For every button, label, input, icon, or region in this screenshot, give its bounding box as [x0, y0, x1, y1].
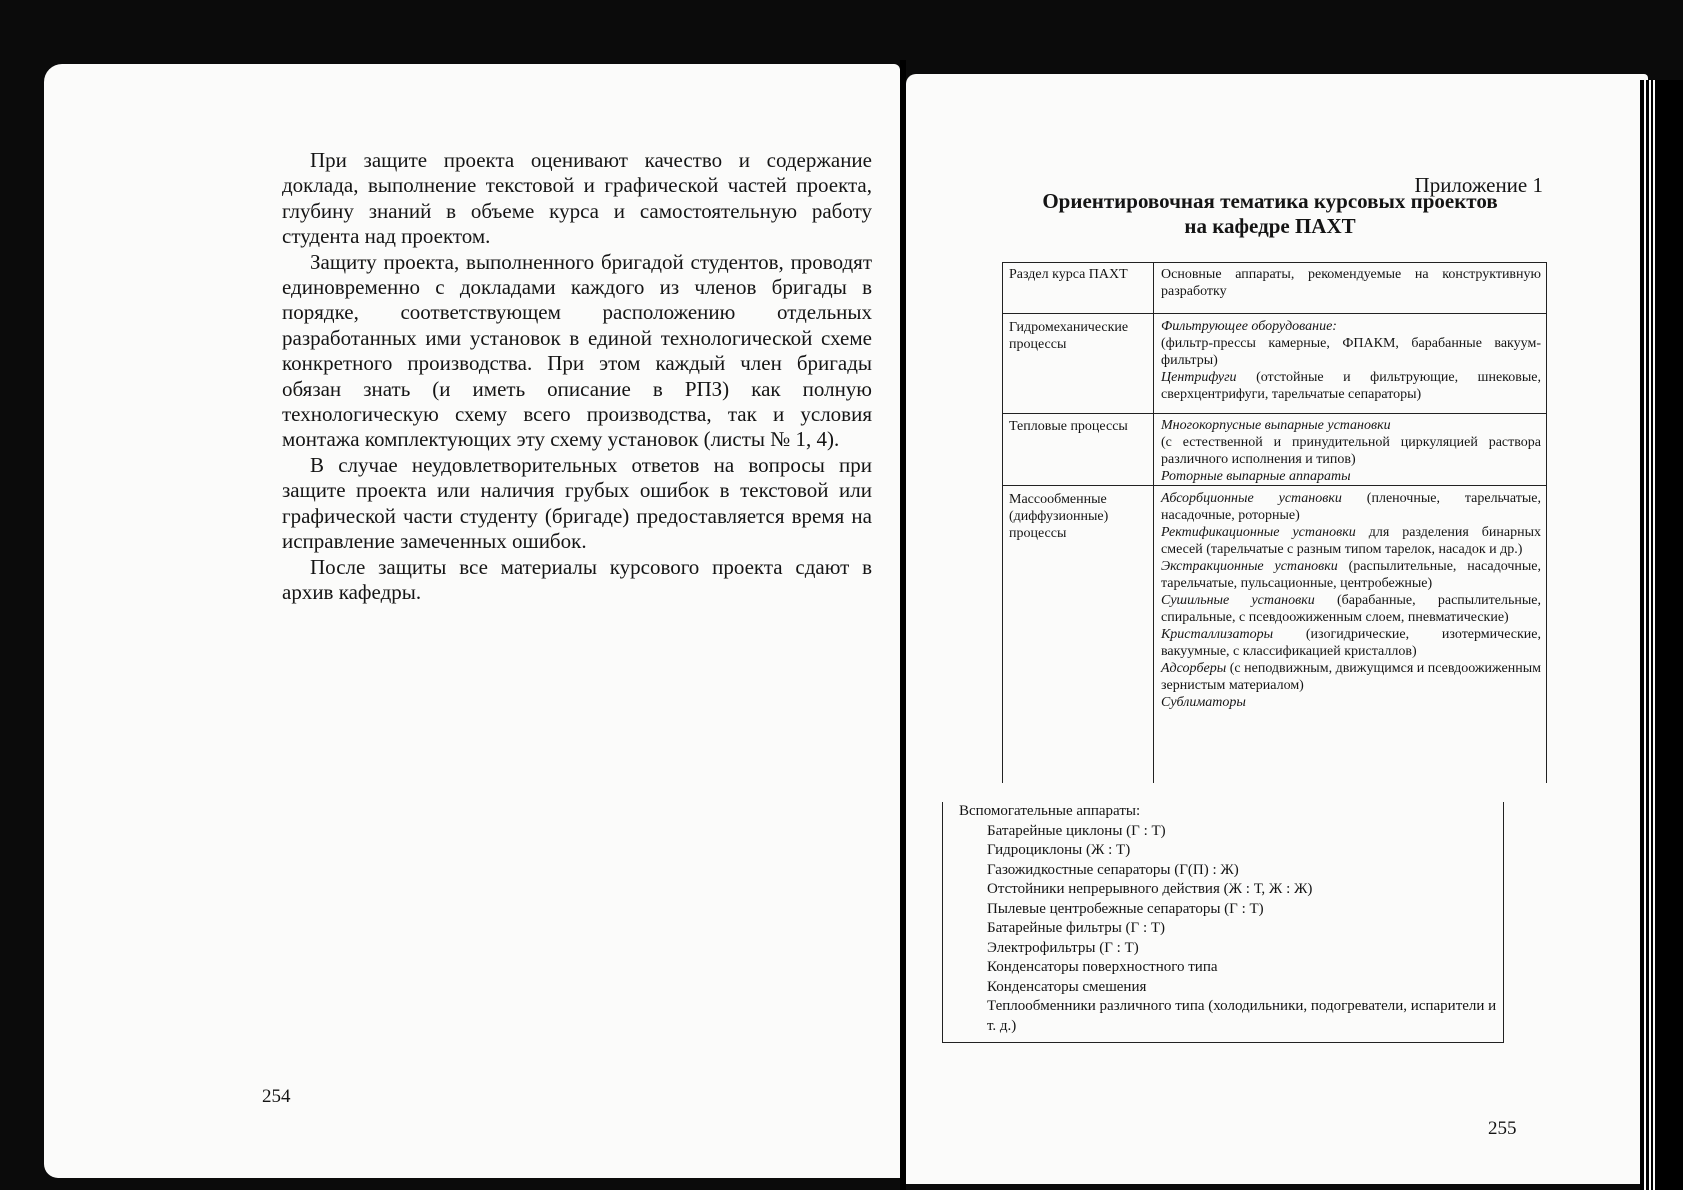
- apparatus-entry: Роторные выпарные аппараты: [1161, 469, 1351, 484]
- auxiliary-item: Отстойники непрерывного действия (Ж : Т, Ж : Ж): [987, 881, 1313, 897]
- auxiliary-item: Батарейные фильтры (Г : Т): [987, 920, 1166, 936]
- apparatus-entry: Экстракционные установки (распылительные, насадочные, тарельчатые, пульсационные, центробежные): [1161, 559, 1541, 591]
- auxiliary-item: Теплообменники различного типа (холодильники, подогреватели, испарители и т. д.): [987, 998, 1497, 1034]
- column-divider: [1153, 263, 1154, 783]
- page-number-left: 254: [262, 1086, 291, 1107]
- apparatus-entry: Сублиматоры: [1161, 695, 1246, 710]
- auxiliary-apparatus-block: [942, 802, 1504, 1043]
- paragraph: При защите проекта оценивают качество и содержание доклада, выполнение текстовой и графической частей проекта, глубину знаний в объеме курса и самостоятельную работу студента над проектом.: [282, 148, 872, 249]
- auxiliary-item: Конденсаторы поверхностного типа: [987, 959, 1218, 975]
- auxiliary-item: Конденсаторы смешения: [987, 978, 1147, 995]
- apparatus-cell: [1161, 490, 1541, 711]
- section-cell: Тепловые процессы: [1009, 419, 1128, 434]
- apparatus-entry: Кристаллизаторы (изогидрические, изотермические, вакуумные, с классификацией кристаллов): [1161, 627, 1541, 659]
- page-title: [990, 189, 1550, 239]
- apparatus-entry: Центрифуги (отстойные и фильтрующие, шнековые, сверхцентрифуги, тарельчатые сепараторы): [1161, 370, 1541, 402]
- auxiliary-item: Батарейные циклоны (Г : Т): [987, 822, 1166, 839]
- paragraph: В случае неудовлетворительных ответов на вопросы при защите проекта или наличия грубых ошибок в текстовой или графической части студенту (бригаде) предоставляется время на исправление замеченных ошибок.: [282, 452, 872, 554]
- apparatus-entry: Абсорбционные установки (пленочные, тарельчатые, насадочные, роторные): [1161, 491, 1542, 523]
- title-line-1: Ориентировочная тематика курсовых проектов: [1042, 189, 1498, 213]
- auxiliary-item: Пылевые центробежные сепараторы (Г : Т): [987, 900, 1264, 917]
- book-gutter: [900, 60, 906, 1190]
- row-divider: [1003, 413, 1546, 414]
- paragraph: Защиту проекта, выполненного бригадой студентов, проводят единовременно с докладами каждого из членов бригады в порядке, соответствующем расположению отдельных разработанных ими установок в единой технологической схеме конкретного производства. При этом каждый член бригады обязан знать (и иметь описание в РПЗ) как полную технологическую схему всего производства, так и условия монтажа комплектующих эту схему установок (листы № 1, 4).: [282, 249, 872, 452]
- auxiliary-item: Газожидкостные сепараторы (Г(П) : Ж): [987, 861, 1239, 878]
- title-line-2: на кафедре ПАХТ: [1184, 214, 1356, 238]
- apparatus-entry: (с естественной и принудительной циркуляцией раствора различного исполнения и типов): [1161, 435, 1541, 467]
- apparatus-entry: Сушильные установки (барабанные, распылительные, спиральные, с псевдоожиженным слоем, пневматические): [1161, 593, 1541, 625]
- auxiliary-heading: Вспомогательные аппараты:: [959, 803, 1141, 819]
- apparatus-cell: [1161, 417, 1541, 485]
- page-number-right: 255: [1488, 1118, 1517, 1139]
- apparatus-entry: Фильтрующее оборудование:: [1161, 319, 1337, 334]
- header-apparatus-cell: Основные аппараты, рекомендуемые на конструктивную разработку: [1161, 267, 1541, 299]
- apparatus-entry: Ректификационные установки для разделения бинарных смесей (тарельчатые с разным типом тарелок, насадок и др.): [1161, 525, 1541, 557]
- apparatus-cell: [1161, 318, 1541, 403]
- header-section-cell: Раздел курса ПАХТ: [1009, 267, 1128, 282]
- row-divider: [1003, 313, 1546, 314]
- topics-table: [1002, 262, 1547, 783]
- apparatus-entry: (фильтр-прессы камерные, ФПАКМ, барабанные вакуум-фильтры): [1161, 336, 1541, 368]
- section-cell: Гидромеханические процессы: [1009, 320, 1129, 352]
- row-divider: [1003, 485, 1546, 486]
- apparatus-entry: Адсорберы (с неподвижным, движущимся и псевдоожиженным зернистым материалом): [1161, 661, 1541, 693]
- appendix-label: Приложение 1: [1414, 173, 1543, 197]
- section-cell: Массообменные (диффузионные) процессы: [1009, 492, 1109, 541]
- page-edge-stack: [1640, 80, 1683, 1190]
- apparatus-entry: Многокорпусные выпарные установки: [1161, 418, 1391, 433]
- auxiliary-item: Электрофильтры (Г : Т): [987, 939, 1139, 956]
- left-page-body: [282, 148, 872, 605]
- auxiliary-item: Гидроциклоны (Ж : Т): [987, 842, 1131, 858]
- paragraph: После защиты все материалы курсового проекта сдают в архив кафедры.: [282, 554, 872, 604]
